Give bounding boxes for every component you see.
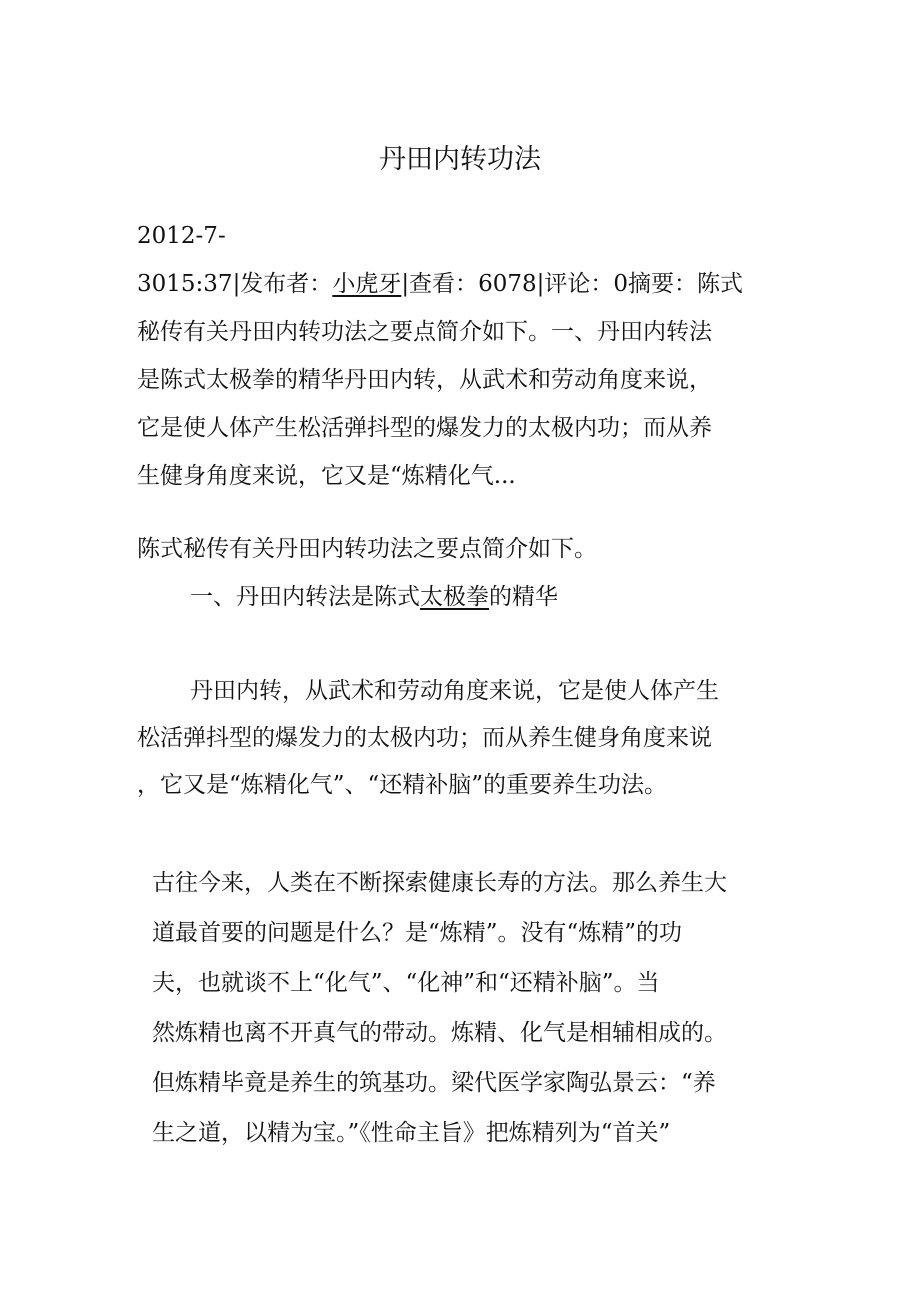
paragraph-line: 然炼精也离不开真气的带动。炼精、化气是相辅相成的。 — [152, 1020, 727, 1046]
paragraph-2 — [152, 858, 727, 1158]
paragraph-line: 丹田内转，从武术和劳动角度来说，它是使人体产生 — [190, 678, 719, 704]
paragraph-line: 古往今来，人类在不断探索健康长寿的方法。那么养生大 — [152, 870, 727, 896]
meta-date-line-1: 2012-7- — [137, 223, 226, 249]
comment-count: 0 — [613, 271, 628, 297]
paragraph-line: 但炼精毕竟是养生的筑基功。梁代医学家陶弘景云：“养 — [152, 1070, 716, 1096]
paragraph-line: 夫，也就谈不上“化气”、“化神”和“还精补脑”。当 — [152, 970, 660, 996]
paragraph-line: ，它又是“炼精化气”、“还精补脑”的重要养生功法。 — [137, 772, 668, 798]
meta-separator: |查看： — [401, 271, 479, 297]
article-meta — [137, 212, 743, 500]
meta-info-line — [137, 260, 743, 308]
view-count: 6078 — [478, 271, 537, 297]
section-heading — [190, 573, 558, 621]
summary-line: 秘传有关丹田内转功法之要点简介如下。一、丹田内转法 — [137, 319, 712, 345]
paragraph-line: 松活弹抖型的爆发力的太极内功；而从养生健身角度来说 — [137, 725, 712, 751]
summary-text: 陈式 — [697, 271, 743, 297]
paragraph-line: 生之道，以精为宝。”《性命主旨》把炼精列为“首关” — [152, 1120, 671, 1146]
summary-line: 是陈式太极拳的精华丹田内转，从武术和劳动角度来说， — [137, 367, 712, 393]
paragraph-line: 道最首要的问题是什么？是“炼精”。没有“炼精”的功 — [152, 920, 683, 946]
intro-line: 陈式秘传有关丹田内转功法之要点简介如下。 — [137, 536, 597, 562]
page-title: 丹田内转功法 — [379, 144, 541, 175]
paragraph-1 — [137, 668, 719, 809]
meta-separator: |评论： — [536, 271, 614, 297]
summary-line: 它是使人体产生松活弹抖型的爆发力的太极内功；而从养 — [137, 415, 712, 441]
meta-date-line-2: 3015:37 — [137, 271, 233, 297]
taiji-link[interactable]: 太极拳 — [420, 584, 489, 610]
summary-label: 摘要： — [628, 271, 697, 297]
summary-line: 生健身角度来说，它又是“炼精化气... — [137, 463, 516, 489]
section-heading-suffix: 的精华 — [489, 584, 558, 610]
author-link[interactable]: 小虎牙 — [332, 271, 402, 297]
section-heading-prefix: 一、丹田内转法是陈式 — [190, 584, 420, 610]
meta-separator: |发布者： — [232, 271, 333, 297]
